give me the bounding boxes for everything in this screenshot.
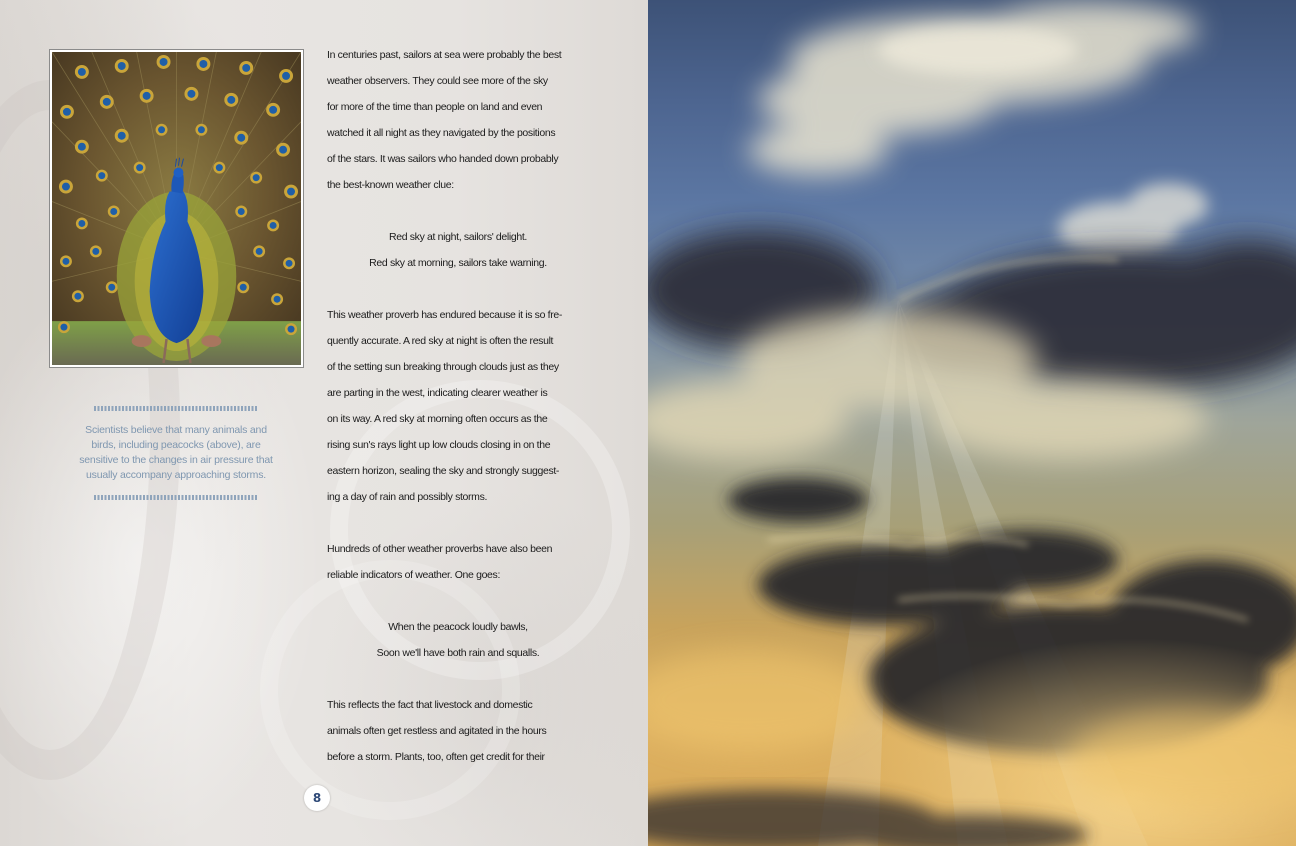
text-line: weather observers. They could see more of the sky [327,75,548,87]
paragraph-2 [327,302,589,510]
text-line: eastern horizon, sealing the sky and strongly suggest- [327,465,560,477]
text-line: In centuries past, sailors at sea were probably the best [327,49,562,61]
page-number: 8 [304,785,330,811]
text-line: quently accurate. A red sky at night is often the result [327,335,554,347]
right-page [648,0,1296,846]
text-line: reliable indicators of weather. One goes: [327,569,501,581]
text-line: of the setting sun breaking through clouds just as they [327,361,559,373]
text-line: watched it all night as they navigated by the positions [327,127,556,139]
text-line: This reflects the fact that livestock and domestic [327,699,533,711]
paragraph-4 [327,692,589,770]
text-line: ing a day of rain and possibly storms. [327,491,488,503]
text-line: are parting in the west, indicating clearer weather is [327,387,548,399]
peacock-photo-frame [49,49,304,368]
verse-2 [327,614,589,666]
verse-line: Soon we'll have both rain and squalls. [376,647,540,659]
text-line: the best-known weather clue: [327,179,454,191]
text-line: for more of the time than people on land and even [327,101,543,113]
verse-1 [327,224,589,276]
text-line: on its way. A red sky at morning often occurs as the [327,413,548,425]
body-text [327,42,589,770]
photo-caption: Scientists believe that many animals and birds, including peacocks (above), are sensitive to the changes in air pressure that usually accompany approaching storms. [79,424,273,481]
peacock-illustration [52,52,301,365]
text-line: Hundreds of other weather proverbs have also been [327,543,553,555]
text-line: animals often get restless and agitated in the hours [327,725,547,737]
text-line: rising sun's rays light up low clouds closing in on the [327,439,551,451]
paragraph-3 [327,536,589,588]
text-line: This weather proverb has endured because it is so fre- [327,309,562,321]
paragraph-1 [327,42,589,198]
caption-rule-top [94,406,258,411]
sunset-clouds-photo [648,0,1296,846]
peacock-photo [52,52,301,365]
text-line: before a storm. Plants, too, often get credit for their [327,751,545,763]
caption-rule-bottom [94,495,258,500]
verse-line: Red sky at night, sailors' delight. [389,231,527,243]
text-line: of the stars. It was sailors who handed down probably [327,153,559,165]
verse-line: When the peacock loudly bawls, [388,621,528,633]
verse-line: Red sky at morning, sailors take warning. [369,257,547,269]
